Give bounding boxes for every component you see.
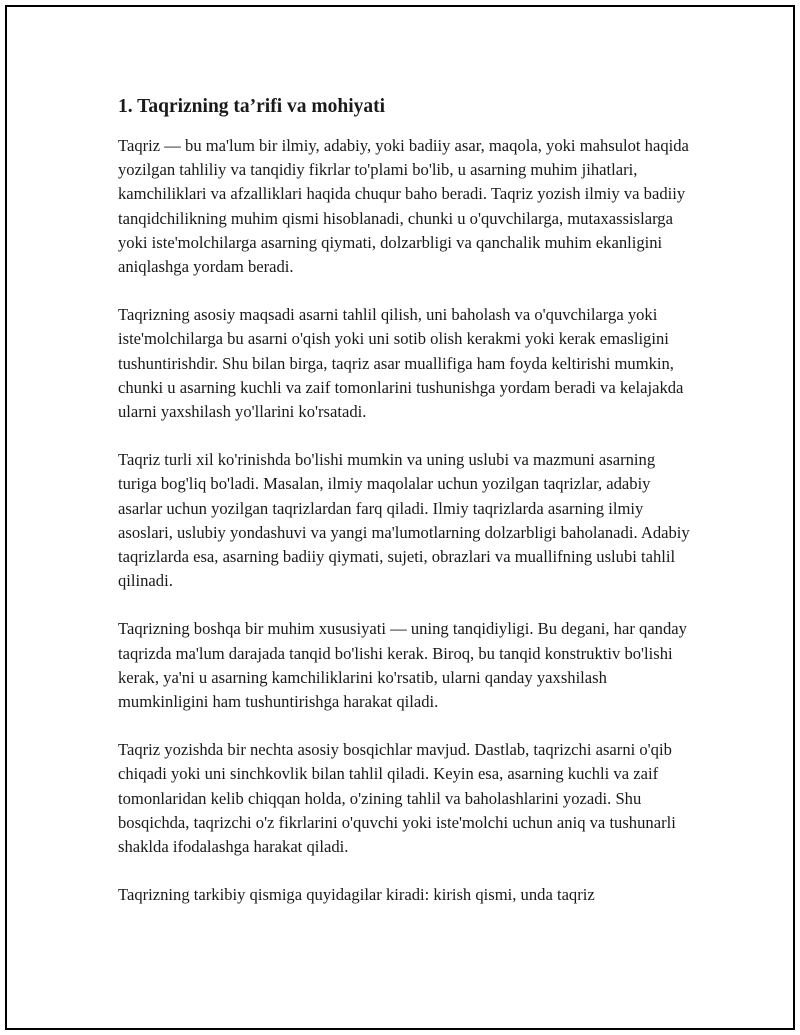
section-heading: 1. Taqrizning ta’rifi va mohiyati: [118, 96, 386, 117]
document-body: [118, 95, 693, 931]
paragraph-definition: Taqriz — bu ma'lum bir ilmiy, adabiy, yoki badiiy asar, maqola, yoki mahsulot haqida yozilgan tahliliy va tanqidiy fikrlar to'plami bo'lib, u asarning muhim jihatlari, kamchiliklari va afzalliklari haqida chuqur baho beradi. Taqriz yozish ilmiy va badiiy tanqidchilikning muhim qismi hisoblanadi, chunki u o'quvchilarga, mutaxassislarga yoki iste'molchilarga asarning qiymati, dolzarbligi va qanchalik muhim ekanligini aniqlashga yordam beradi.: [118, 136, 689, 277]
paragraph-stages: Taqriz yozishda bir nechta asosiy bosqichlar mavjud. Dastlab, taqrizchi asarni o'qib chiqadi yoki uni sinchkovlik bilan tahlil qiladi. Keyin esa, asarning kuchli va zaif tomonlaridan kelib chiqqan holda, o'zining tahlil va baholashlarini yozadi. Shu bosqichda, taqrizchi o'z fikrlarini o'quvchi yoki iste'molchi uchun aniq va tushunarli shaklda ifodalashga harakat qiladi.: [118, 740, 676, 857]
paragraph-structure: Taqrizning tarkibiy qismiga quyidagilar kiradi: kirish qismi, unda taqriz: [118, 885, 595, 905]
paragraph-types: Taqriz turli xil ko'rinishda bo'lishi mumkin va uning uslubi va mazmuni asarning turiga bog'liq bo'ladi. Masalan, ilmiy maqolalar uchun yozilgan taqrizlar, adabiy asarlar uchun yozilgan taqrizlardan farq qiladi. Ilmiy taqrizlarda asarning ilmiy asoslari, uslubiy yondashuvi va yangi ma'lumotlarning dolzarbligi baholanadi. Adabiy taqrizlarda esa, asarning badiiy qiymati, sujeti, obrazlari va muallifning uslubi tahlil qilinadi.: [118, 450, 690, 591]
paragraph-purpose: Taqrizning asosiy maqsadi asarni tahlil qilish, uni baholash va o'quvchilarga yoki iste'molchilarga bu asarni o'qish yoki uni sotib olish kerakmi yoki kerak emasligini tushuntirishdir. Shu bilan birga, taqriz asar muallifiga ham foyda keltirishi mumkin, chunki u asarning kuchli va zaif tomonlarini tushunishga yordam beradi va kelajakda ularni yaxshilash yo'llarini ko'rsatadi.: [118, 305, 684, 422]
paragraph-critique: Taqrizning boshqa bir muhim xususiyati — uning tanqidiyligi. Bu degani, har qanday taqrizda ma'lum darajada tanqid bo'lishi kerak. Biroq, bu tanqid konstruktiv bo'lishi kerak, ya'ni u asarning kamchiliklarini ko'rsatib, ularni qanday yaxshilash mumkinligini ham tushuntirishga harakat qiladi.: [118, 619, 687, 712]
